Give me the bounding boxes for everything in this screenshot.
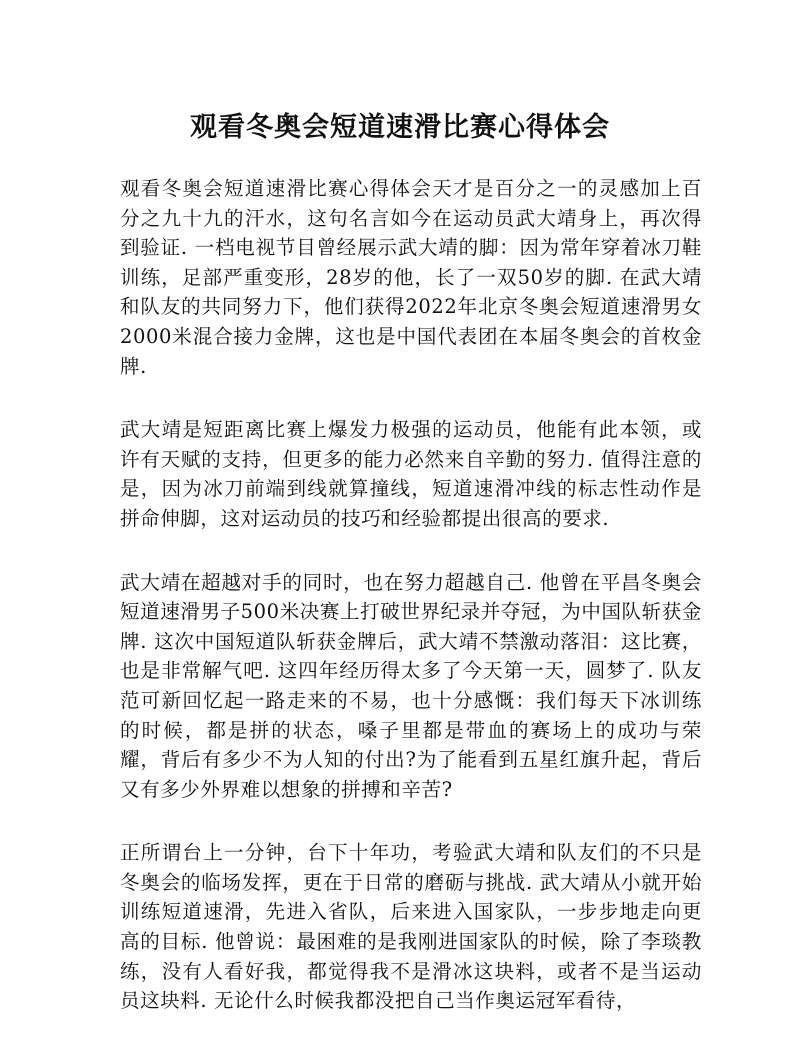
document-body — [120, 174, 702, 1050]
document-title: 观看冬奥会短道速滑比赛心得体会 — [190, 112, 610, 143]
paragraph-3: 武大靖在超越对手的同时，也在努力超越自己. 他曾在平昌冬奥会短道速滑男子500米决赛上打破世界纪录并夺冠，为中国队斩获金牌. 这次中国短道队斩获金牌后，武大靖不禁激动落泪：这比赛，也是非常解气吧. 这四年经历得太多了今天第一天，圆梦了. 队友范可新回忆起一路走来的不易，也十分感慨：我们每天下冰训练的时候，都是拼的状态，嗓子里都是带血的赛场上的成功与荣耀，背后有多少不为人知的付出?为了能看到五星红旗升起，背后又有多少外界难以想象的拼搏和辛苦? — [120, 570, 702, 801]
paragraph-4: 正所谓台上一分钟，台下十年功，考验武大靖和队友们的不只是冬奥会的临场发挥，更在于日常的磨砺与挑战. 武大靖从小就开始训练短道速滑，先进入省队，后来进入国家队，一步步地走向更高的目标. 他曾说：最困难的是我刚进国家队的时候，除了李琰教练，没有人看好我，都觉得我不是滑冰这块料，或者不是当运动员这块料. 无论什么时候我都没把自己当作奥运冠军看待， — [120, 841, 702, 1013]
paragraph-2: 武大靖是短距离比赛上爆发力极强的运动员，他能有此本领，或许有天赋的支持，但更多的能力必然来自辛勤的努力. 值得注意的是，因为冰刀前端到线就算撞线，短道速滑冲线的标志性动作是拼命伸脚，这对运动员的技巧和经验都提出很高的要求. — [120, 418, 702, 530]
paragraph-1: 观看冬奥会短道速滑比赛心得体会天才是百分之一的灵感加上百分之九十九的汗水，这句名言如今在运动员武大靖身上，再次得到验证. 一档电视节目曾经展示武大靖的脚：因为常年穿着冰刀鞋训练，足部严重变形，28岁的他，长了一双50岁的脚. 在武大靖和队友的共同努力下，他们获得2022年北京冬奥会短道速滑男女2000米混合接力金牌，这也是中国代表团在本届冬奥会的首枚金牌. — [120, 177, 702, 378]
